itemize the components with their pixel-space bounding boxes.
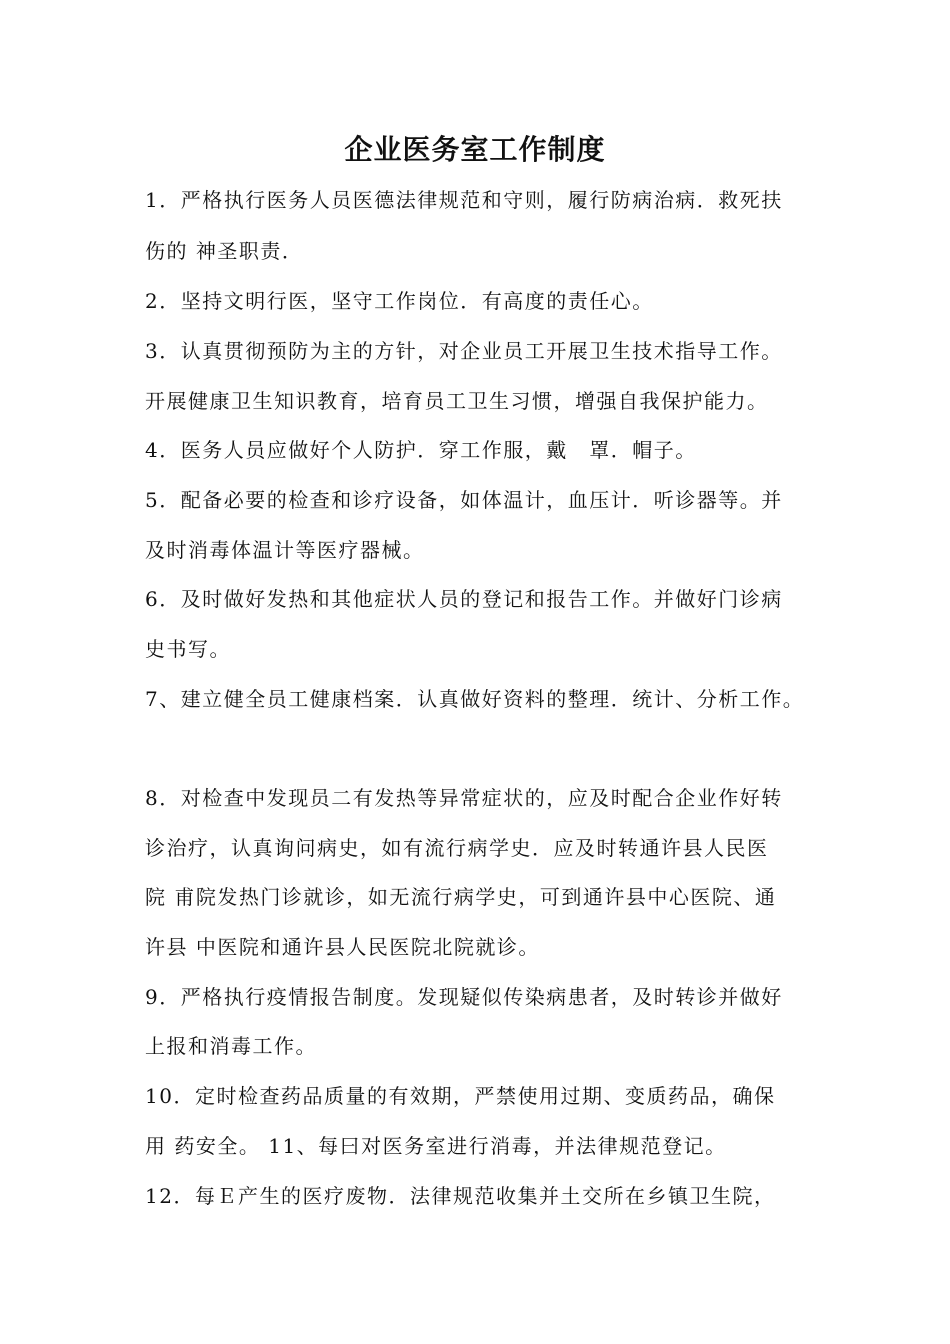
text-line: 史书写。: [145, 637, 231, 661]
text-line: 7、建立健全员工健康档案．认真做好资料的整理．统计、分析工作。: [145, 687, 805, 711]
document-title: 企业医务室工作制度: [344, 133, 606, 166]
text-line: 4．医务人员应做好个人防护．穿工作服，戴 罩．帽子。: [145, 438, 697, 462]
text-line: 院 甫院发热门诊就诊，如无流行病学史，可到通许县中心医院、通: [145, 885, 777, 909]
text-line: 5．配备必要的检查和诊疗设备，如体温计，血压计．听诊器等。并: [145, 488, 783, 512]
text-line: 上报和消毒工作。: [145, 1034, 317, 1058]
text-line: 开展健康卫生知识教育，培育员工卫生习惯，增强自我保护能力。: [145, 389, 769, 413]
text-line: 2．坚持文明行医，坚守工作岗位．有高度的责任心。: [145, 289, 654, 313]
text-line: 用 药安全。 11、每曰对医务室进行消毒，并法律规范登记。: [145, 1134, 727, 1158]
text-line: 12．每Ｅ产生的医疗废物．法律规范收集并土交所在乡镇卫生院，: [145, 1184, 776, 1208]
text-line: 伤的 神圣职责．: [145, 239, 304, 263]
text-line: 10．定时检查药品质量的有效期，严禁使用过期、变质药品，确保: [145, 1084, 776, 1108]
text-line: 8．对检查中发现员二有发热等异常症状的，应及时配合企业作好转: [145, 786, 783, 810]
text-line: 6．及时做好发热和其他症状人员的登记和报告工作。并做好门诊病: [145, 587, 783, 611]
text-line: 许县 中医院和通许县人民医院北院就诊。: [145, 935, 540, 959]
text-line: 1．严格执行医务人员医德法律规范和守则，履行防病治病．救死扶: [145, 188, 783, 212]
text-line: 诊治疗，认真询问病史，如有流行病学史．应及时转通许县人民医: [145, 836, 769, 860]
text-line: 9．严格执行疫情报告制度。发现疑似传染病患者，及时转诊并做好: [145, 985, 783, 1009]
text-line: 3．认真贯彻预防为主的方针，对企业员工开展卫生技术指导工作。: [145, 339, 783, 363]
text-line: 及时消毒体温计等医疗器械。: [145, 538, 425, 562]
